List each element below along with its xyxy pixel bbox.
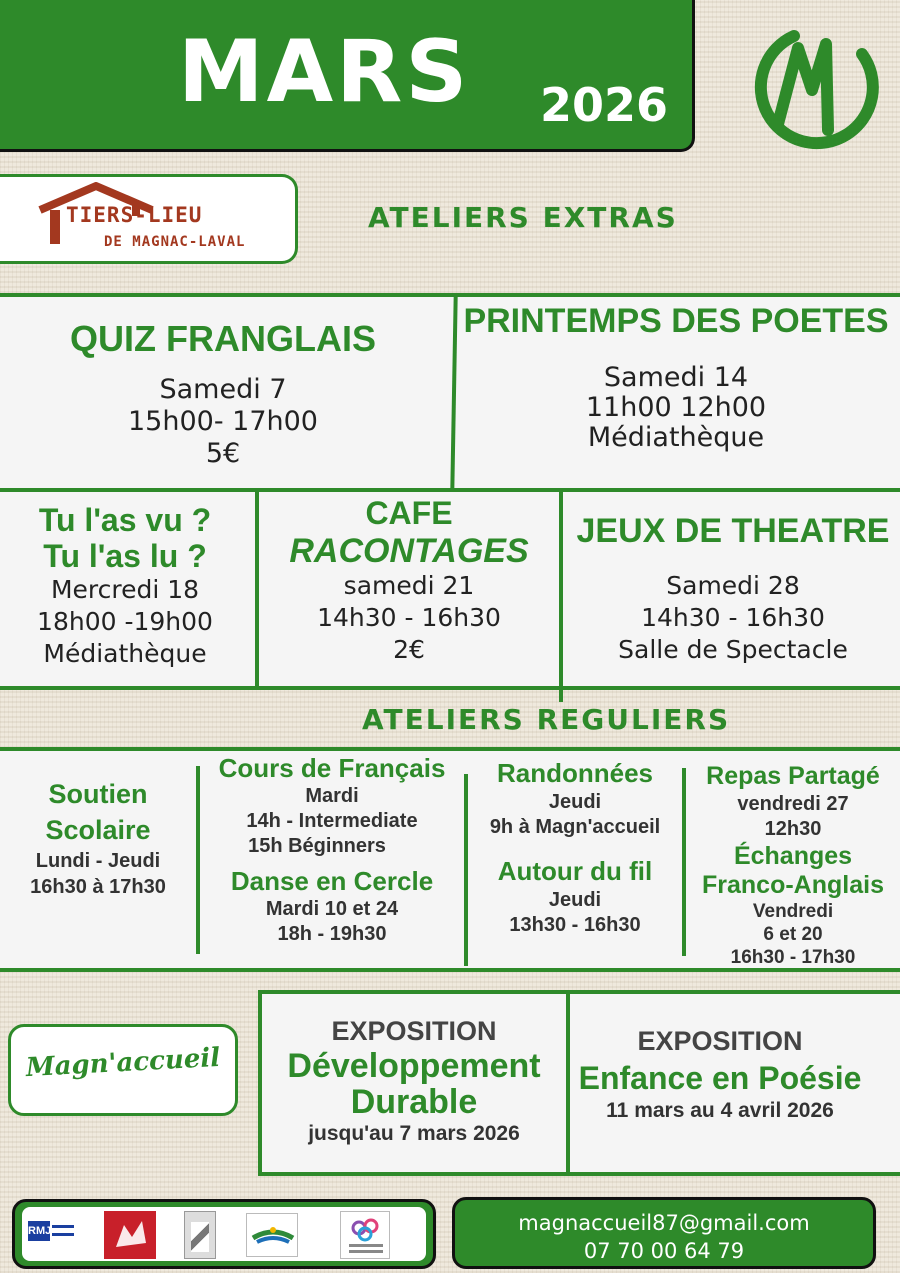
divider [559,492,563,702]
divider [258,1172,900,1176]
theatre-time: 14h30 - 16h30 [641,603,825,632]
tulasvu-block [0,502,250,670]
ateliers-reguliers-title: ATELIERS REGULIERS [362,703,731,736]
expo-1-title-1: Développement [287,1047,541,1085]
cafe-date: samedi 21 [343,571,475,600]
haute-vienne-logo [104,1211,156,1259]
theatre-block [566,510,900,666]
quiz-block [0,318,446,470]
tulasvu-title-1: Tu l'as vu ? [38,502,212,538]
rmj-logo: RMJ [26,1215,78,1251]
cours-title: Cours de Français [218,753,446,783]
rando-title: Randonnées [496,758,654,788]
month-title: MARS [178,22,471,122]
soutien-title-2: Scolaire [45,815,151,845]
cafe-time: 14h30 - 16h30 [317,603,501,632]
cafe-price: 2€ [393,635,425,664]
tulasvu-place: Médiathèque [43,639,207,668]
printemps-time: 11h00 12h00 [585,392,767,423]
mission-locale-logo [340,1211,390,1259]
quiz-price: 5€ [205,438,241,469]
magnaccueil-m-logo [750,24,880,150]
ateliers-extras-title: ATELIERS EXTRAS [368,201,678,234]
rando-day: Jeudi [548,791,602,813]
soutien-time: 16h30 à 17h30 [30,876,166,898]
repas-title: Repas Partagé [706,762,880,790]
printemps-date: Samedi 14 [603,362,749,393]
quiz-date: Samedi 7 [159,374,287,405]
soutien-days: Lundi - Jeudi [35,850,161,872]
echanges-time: 16h30 - 17h30 [730,947,856,968]
divider [0,747,900,751]
theatre-date: Samedi 28 [666,571,800,600]
quiz-title: QUIZ FRANGLAIS [70,318,376,359]
echanges-day: Vendredi [752,901,834,922]
printemps-block [458,302,894,453]
contact-phone[interactable]: 07 70 00 64 79 [583,1239,745,1263]
soutien-block [0,776,196,900]
danse-days: Mardi 10 et 24 [265,898,399,920]
echanges-title-2: Franco-Anglais [702,871,884,899]
divider [258,990,900,994]
rando-time: 9h à Magn'accueil [489,816,661,838]
commune-crest-logo [184,1211,216,1259]
theatre-title: JEUX DE THEATRE [576,512,890,550]
echanges-dates: 6 et 20 [763,924,823,945]
autour-title: Autour du fil [497,856,653,886]
autour-time: 13h30 - 16h30 [509,914,641,936]
danse-time: 18h - 19h30 [277,923,387,945]
region-logo [246,1213,298,1257]
expo-2-title: Enfance en Poésie [578,1060,862,1096]
expo-1-label: EXPOSITION [331,1016,497,1046]
soutien-title-1: Soutien [48,779,148,809]
expo-1-block [262,1014,566,1148]
repas-block [686,760,900,969]
cours-level-1: 14h - Intermediate [246,810,418,832]
tulasvu-title-2: Tu l'as lu ? [43,538,207,574]
cours-level-2: 15h Béginners [248,835,386,857]
tiers-lieu-title: TIERS-LIEU [66,203,203,227]
theatre-place: Salle de Spectacle [618,635,848,664]
expo-2-label: EXPOSITION [637,1026,803,1056]
magnaccueil-label: Magn'accueil [25,1042,221,1084]
printemps-title: PRINTEMPS DES POETES [463,302,889,340]
echanges-title-1: Échanges [733,842,853,870]
repas-date: vendredi 27 [737,793,849,815]
divider [255,492,259,688]
rando-block [468,756,682,938]
quiz-time: 15h00- 17h00 [128,406,318,437]
partner-logos-area [22,1207,426,1261]
danse-title: Danse en Cercle [230,866,434,896]
contact-email[interactable]: magnaccueil87@gmail.com [518,1211,810,1235]
printemps-place: Médiathèque [587,422,765,453]
divider [0,686,900,690]
expo-1-until: jusqu'au 7 mars 2026 [308,1122,520,1145]
expo-2-dates: 11 mars au 4 avril 2026 [606,1099,834,1122]
tulasvu-time: 18h00 -19h00 [37,607,213,636]
autour-day: Jeudi [548,889,602,911]
repas-time: 12h30 [764,818,822,840]
divider [0,293,900,297]
year-title: 2026 [540,78,669,132]
cafe-title-2: RACONTAGES [289,532,529,570]
tulasvu-date: Mercredi 18 [50,575,200,604]
cafe-block [262,494,556,666]
expo-1-title-2: Durable [350,1083,478,1121]
cours-block [200,752,464,947]
cours-day: Mardi [305,785,359,807]
tiers-lieu-subtitle: DE MAGNAC-LAVAL [104,234,246,250]
cafe-title-1: CAFE [365,495,453,531]
expo-2-block [570,1024,870,1124]
